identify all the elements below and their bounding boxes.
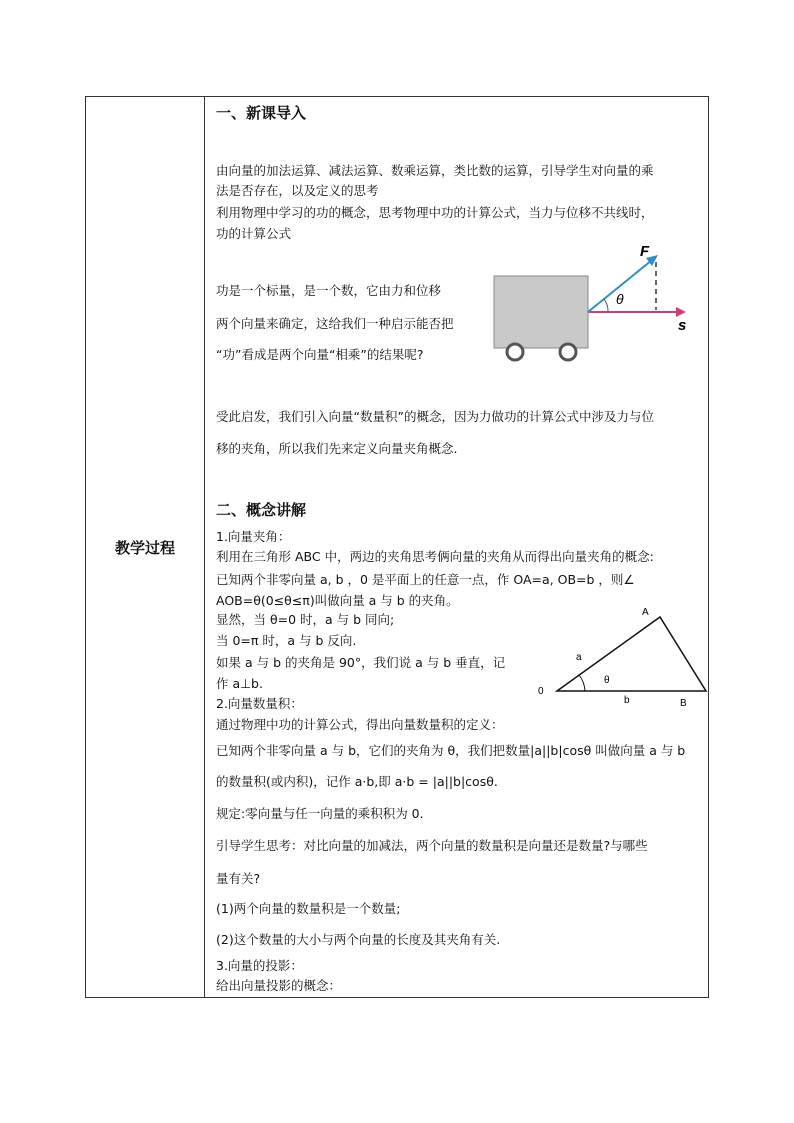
force-displacement-figure	[490, 240, 700, 365]
item2-line6: 量有关?	[216, 871, 261, 886]
section1-p2-line2: 功的计算公式	[216, 226, 292, 241]
item2-line5: 引导学生思考：对比向量的加减法，两个向量的数量积是向量还是数量?与哪些	[216, 838, 648, 853]
cart-body	[494, 276, 588, 348]
item1-line4: 显然，当 θ=0 时，a 与 b 同向;	[216, 612, 395, 627]
item2-line7: (1)两个向量的数量积是一个数量;	[216, 901, 401, 916]
item1-line7: 作 a⊥b.	[216, 676, 263, 691]
item1-line5: 当 0=π 时，a 与 b 反向.	[216, 633, 357, 648]
displacement-arrowhead	[676, 307, 686, 317]
item3-line1: 给出向量投影的概念：	[216, 978, 342, 993]
item2-title: 2.向量数量积：	[216, 696, 303, 711]
section1-p3-line1: 功是一个标量，是一个数，它由力和位移	[216, 283, 442, 298]
angle-arc-o	[579, 675, 585, 691]
cart-wheel-left	[507, 344, 523, 360]
item1-line2: 已知两个非零向量 a, b ，0 是平面上的任意一点，作 OA=a, OB=b ，则∠	[216, 572, 635, 587]
item2-line3: 的数量积(或内积)，记作 a·b,即 a·b = |a||b|cosθ.	[216, 774, 498, 789]
section1-p1-line2: 法是否存在，以及定义的思考	[216, 183, 379, 198]
item2-line4: 规定:零向量与任一向量的乘积积为 0.	[216, 806, 424, 821]
vertex-O: 0	[538, 686, 544, 697]
section1-p3-line2: 两个向量来确定，这给我们一种启示能否把	[216, 316, 454, 331]
teaching-process-label: 教学过程	[114, 539, 175, 557]
side-a-label: a	[576, 652, 582, 663]
section1-p4-line1: 受此启发，我们引入向量“数量积”的概念，因为力做功的计算公式中涉及力与位	[216, 409, 654, 424]
item2-line1: 通过物理中功的计算公式，得出向量数量积的定义：	[216, 717, 504, 732]
section1-p1-line1: 由向量的加法运算、减法运算、数乘运算，类比数的运算，引导学生对向量的乘	[216, 163, 654, 178]
column-divider	[204, 97, 205, 997]
side-b-label: b	[624, 695, 630, 706]
cart-wheel-right	[560, 344, 576, 360]
item3-title: 3.向量的投影：	[216, 958, 303, 973]
item2-line8: (2)这个数量的大小与两个向量的长度及其夹角有关.	[216, 932, 501, 947]
item2-line2: 已知两个非零向量 a 与 b，它们的夹角为 θ，我们把数量|a||b|cosθ 叫做向量 a 与 b	[216, 743, 686, 758]
section1-p2-line1: 利用物理中学习的功的概念，思考物理中功的计算公式，当力与位移不共线时，	[216, 205, 654, 220]
item1-line3: AOB=θ(0≤θ≤π)叫做向量 a 与 b 的夹角。	[216, 593, 459, 608]
label-theta: θ	[616, 291, 624, 307]
section1-p4-line2: 移的夹角，所以我们先来定义向量夹角概念.	[216, 441, 458, 456]
section1-p3-line3: “功”看成是两个向量“相乘”的结果呢?	[216, 347, 424, 362]
vertex-A: A	[642, 607, 649, 618]
item1-line1: 利用在三角形 ABC 中，两边的夹角思考俩向量的夹角从而得出向量夹角的概念:	[216, 549, 654, 564]
item1-title: 1.向量夹角：	[216, 529, 291, 544]
triangle-figure	[530, 603, 710, 713]
angle-theta-label: θ	[604, 675, 610, 686]
vertex-B: B	[680, 698, 687, 709]
angle-arc	[604, 299, 608, 312]
label-s: s	[678, 317, 687, 334]
label-F: F	[640, 243, 650, 260]
section2-heading: 二、概念讲解	[216, 501, 307, 519]
section1-heading: 一、新课导入	[216, 104, 307, 122]
item1-line6: 如果 a 与 b 的夹角是 90°，我们说 a 与 b 垂直，记	[216, 655, 506, 670]
